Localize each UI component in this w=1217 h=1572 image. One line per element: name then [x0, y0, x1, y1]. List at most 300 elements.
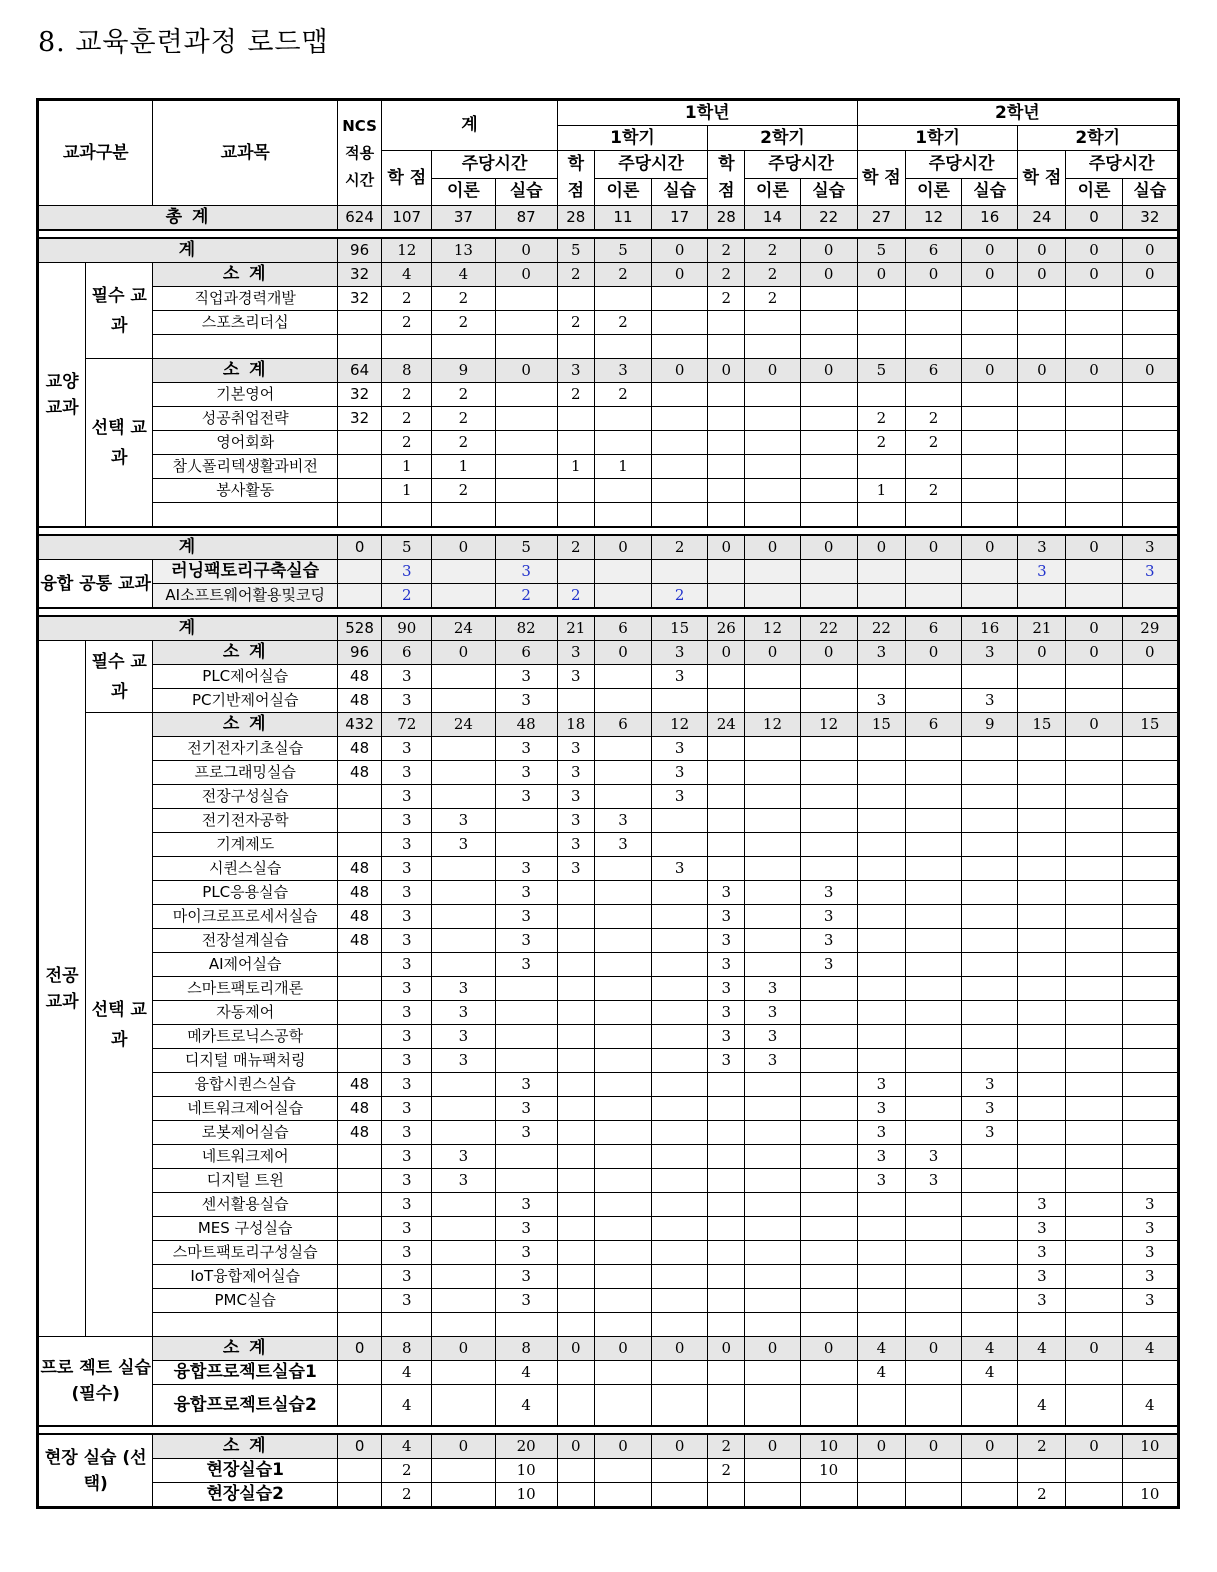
value-cell [745, 953, 800, 977]
value-cell: 6 [382, 641, 432, 665]
value-cell [857, 953, 905, 977]
value-cell [1018, 431, 1066, 455]
value-cell [652, 455, 708, 479]
ncs-hours-cell [338, 1025, 382, 1049]
value-cell [857, 881, 905, 905]
course-name: 자동제어 [153, 1001, 338, 1025]
value-cell: 0 [495, 238, 557, 263]
empty-cell [652, 503, 708, 528]
value-cell [1018, 311, 1066, 335]
course-name: PLC응용실습 [153, 881, 338, 905]
value-cell [745, 689, 800, 713]
value-cell [1018, 977, 1066, 1001]
course-name: 봉사활동 [153, 479, 338, 503]
value-cell: 0 [905, 263, 961, 287]
table-row [38, 1361, 1179, 1385]
value-cell [557, 689, 594, 713]
gap-cell [38, 1426, 1179, 1434]
value-cell [800, 1097, 857, 1121]
ncs-hours-cell [338, 1459, 382, 1483]
value-cell [1066, 905, 1122, 929]
table-row [38, 857, 1179, 881]
course-name: PC기반제어실습 [153, 689, 338, 713]
value-cell: 5 [495, 535, 557, 560]
value-cell [1122, 1073, 1178, 1097]
value-cell [708, 1193, 745, 1217]
table-row [38, 665, 1179, 689]
value-cell [857, 785, 905, 809]
value-cell: 3 [594, 833, 651, 857]
ncs-hours-cell: 624 [338, 206, 382, 231]
value-cell [800, 287, 857, 311]
value-cell: 3 [708, 977, 745, 1001]
value-cell [432, 689, 495, 713]
value-cell [708, 1241, 745, 1265]
value-cell: 0 [1018, 263, 1066, 287]
header-credit: 학 점 [382, 151, 432, 206]
value-cell [495, 977, 557, 1001]
value-cell [1018, 857, 1066, 881]
value-cell [857, 737, 905, 761]
value-cell [800, 689, 857, 713]
value-cell: 2 [557, 383, 594, 407]
value-cell: 2 [382, 383, 432, 407]
value-cell: 3 [495, 929, 557, 953]
value-cell: 3 [652, 665, 708, 689]
value-cell: 3 [382, 761, 432, 785]
header-practice: 실습 [800, 178, 857, 206]
value-cell [962, 1001, 1018, 1025]
value-cell: 3 [652, 641, 708, 665]
value-cell: 2 [708, 263, 745, 287]
value-cell: 2 [708, 1434, 745, 1459]
value-cell: 12 [800, 713, 857, 737]
value-cell [745, 1289, 800, 1313]
value-cell [905, 1483, 961, 1508]
value-cell: 2 [432, 311, 495, 335]
value-cell: 3 [495, 1289, 557, 1313]
ncs-hours-cell: 32 [338, 383, 382, 407]
value-cell [800, 1217, 857, 1241]
value-cell [432, 1483, 495, 1508]
value-cell [905, 977, 961, 1001]
empty-cell [495, 503, 557, 528]
value-cell: 0 [594, 641, 651, 665]
table-row [38, 1145, 1179, 1169]
value-cell: 4 [962, 1337, 1018, 1361]
empty-cell [745, 503, 800, 528]
table-row [38, 761, 1179, 785]
value-cell [1066, 1169, 1122, 1193]
value-cell: 4 [382, 1385, 432, 1427]
value-cell [800, 1073, 857, 1097]
empty-cell [1018, 1313, 1066, 1337]
value-cell [1122, 287, 1178, 311]
value-cell: 0 [594, 535, 651, 560]
value-cell: 3 [1122, 535, 1178, 560]
header-practice: 실습 [1122, 178, 1178, 206]
value-cell [857, 761, 905, 785]
ncs-hours-cell [338, 1241, 382, 1265]
value-cell [708, 1145, 745, 1169]
value-cell: 3 [382, 737, 432, 761]
value-cell: 0 [800, 359, 857, 383]
value-cell: 11 [594, 206, 651, 231]
value-cell: 3 [652, 857, 708, 881]
table-row [38, 1025, 1179, 1049]
value-cell [962, 761, 1018, 785]
value-cell [857, 833, 905, 857]
value-cell [652, 905, 708, 929]
value-cell: 0 [1066, 206, 1122, 231]
value-cell [857, 560, 905, 584]
empty-cell [708, 503, 745, 528]
value-cell: 8 [382, 359, 432, 383]
value-cell [594, 977, 651, 1001]
empty-cell [1122, 1313, 1178, 1337]
value-cell [708, 584, 745, 609]
value-cell: 3 [382, 1001, 432, 1025]
value-cell: 3 [382, 1169, 432, 1193]
course-name: 현장실습2 [153, 1483, 338, 1508]
value-cell: 3 [495, 905, 557, 929]
subcategory-elective: 선택 교과 [86, 359, 153, 528]
value-cell [857, 1217, 905, 1241]
value-cell [800, 1145, 857, 1169]
value-cell [1122, 857, 1178, 881]
value-cell: 13 [432, 238, 495, 263]
value-cell [1066, 1073, 1122, 1097]
value-cell: 0 [857, 263, 905, 287]
table-row [38, 1265, 1179, 1289]
value-cell [432, 929, 495, 953]
value-cell: 5 [857, 238, 905, 263]
value-cell [745, 1073, 800, 1097]
value-cell [745, 905, 800, 929]
empty-cell [962, 1313, 1018, 1337]
course-name: 로봇제어실습 [153, 1121, 338, 1145]
subcategory-required: 필수 교과 [86, 263, 153, 359]
value-cell: 8 [495, 1337, 557, 1361]
value-cell [594, 560, 651, 584]
value-cell: 3 [382, 1265, 432, 1289]
table-row [38, 584, 1179, 609]
value-cell: 3 [708, 1025, 745, 1049]
value-cell [432, 953, 495, 977]
value-cell: 3 [382, 881, 432, 905]
value-cell [432, 1073, 495, 1097]
value-cell [557, 1073, 594, 1097]
empty-cell [800, 503, 857, 528]
value-cell [905, 761, 961, 785]
value-cell: 0 [1122, 641, 1178, 665]
value-cell [557, 1361, 594, 1385]
value-cell [708, 1265, 745, 1289]
value-cell: 9 [432, 359, 495, 383]
value-cell [962, 1265, 1018, 1289]
course-name: 마이크로프로세서실습 [153, 905, 338, 929]
value-cell [1122, 929, 1178, 953]
value-cell [594, 1145, 651, 1169]
value-cell [1066, 809, 1122, 833]
ncs-hours-cell [338, 1385, 382, 1427]
value-cell: 4 [1122, 1385, 1178, 1427]
category-convergence: 융합 공통 교과 [38, 560, 153, 609]
value-cell [857, 287, 905, 311]
value-cell: 9 [962, 713, 1018, 737]
value-cell [857, 1049, 905, 1073]
value-cell [962, 1193, 1018, 1217]
value-cell: 6 [905, 616, 961, 641]
value-cell [652, 560, 708, 584]
empty-cell [1018, 503, 1066, 528]
table-row [38, 809, 1179, 833]
value-cell [1122, 1097, 1178, 1121]
header-credit: 학 점 [857, 151, 905, 206]
value-cell: 3 [495, 761, 557, 785]
value-cell: 0 [800, 535, 857, 560]
course-name: 네트워크제어 [153, 1145, 338, 1169]
value-cell [432, 1361, 495, 1385]
header-practice: 실습 [652, 178, 708, 206]
value-cell: 3 [708, 953, 745, 977]
value-cell [1066, 1193, 1122, 1217]
value-cell [1066, 1459, 1122, 1483]
row-label: 계 [38, 616, 338, 641]
value-cell [708, 311, 745, 335]
empty-row [38, 1313, 1179, 1337]
value-cell [594, 881, 651, 905]
value-cell [708, 737, 745, 761]
value-cell: 2 [382, 584, 432, 609]
empty-cell [857, 1313, 905, 1337]
value-cell [905, 737, 961, 761]
value-cell: 0 [745, 1434, 800, 1459]
value-cell: 3 [708, 881, 745, 905]
ncs-hours-cell [338, 584, 382, 609]
value-cell [962, 584, 1018, 609]
value-cell [800, 785, 857, 809]
value-cell [800, 1265, 857, 1289]
value-cell: 3 [382, 1121, 432, 1145]
value-cell [800, 1385, 857, 1427]
value-cell: 0 [857, 535, 905, 560]
course-name: 기계제도 [153, 833, 338, 857]
value-cell: 82 [495, 616, 557, 641]
value-cell: 3 [857, 1097, 905, 1121]
value-cell [594, 479, 651, 503]
value-cell [857, 1459, 905, 1483]
value-cell: 2 [745, 287, 800, 311]
value-cell: 0 [1018, 238, 1066, 263]
value-cell [905, 584, 961, 609]
value-cell [905, 1121, 961, 1145]
value-cell: 0 [557, 1434, 594, 1459]
value-cell [652, 1289, 708, 1313]
row-label: 소 계 [153, 1337, 338, 1361]
value-cell [857, 809, 905, 833]
value-cell: 2 [432, 383, 495, 407]
value-cell: 3 [382, 929, 432, 953]
value-cell [800, 977, 857, 1001]
value-cell: 10 [800, 1459, 857, 1483]
value-cell [745, 431, 800, 455]
value-cell: 24 [708, 713, 745, 737]
value-cell: 5 [382, 535, 432, 560]
value-cell [652, 407, 708, 431]
row-label: 소 계 [153, 359, 338, 383]
ncs-hours-cell [338, 1483, 382, 1508]
value-cell [1018, 929, 1066, 953]
value-cell: 3 [857, 1145, 905, 1169]
empty-cell [432, 1313, 495, 1337]
value-cell [905, 1097, 961, 1121]
value-cell [708, 761, 745, 785]
value-cell [432, 560, 495, 584]
empty-cell [153, 335, 338, 359]
value-cell: 0 [708, 1337, 745, 1361]
empty-cell [800, 1313, 857, 1337]
value-cell: 3 [382, 833, 432, 857]
row-label: 소 계 [153, 641, 338, 665]
empty-cell [594, 503, 651, 528]
value-cell [905, 1001, 961, 1025]
value-cell: 3 [905, 1169, 961, 1193]
value-cell: 16 [962, 616, 1018, 641]
value-cell [962, 383, 1018, 407]
value-cell: 3 [708, 1049, 745, 1073]
value-cell [652, 1193, 708, 1217]
value-cell: 0 [745, 359, 800, 383]
value-cell: 0 [557, 1337, 594, 1361]
value-cell [800, 1289, 857, 1313]
value-cell: 0 [708, 359, 745, 383]
value-cell [1066, 311, 1122, 335]
value-cell [594, 1049, 651, 1073]
header-credit: 학 점 [708, 151, 745, 206]
value-cell: 4 [1018, 1337, 1066, 1361]
value-cell [1066, 929, 1122, 953]
value-cell [745, 809, 800, 833]
value-cell [1122, 1025, 1178, 1049]
value-cell: 90 [382, 616, 432, 641]
value-cell: 3 [557, 359, 594, 383]
value-cell [905, 953, 961, 977]
value-cell [1018, 809, 1066, 833]
value-cell: 4 [382, 1361, 432, 1385]
value-cell [1018, 953, 1066, 977]
empty-cell [652, 1313, 708, 1337]
value-cell [905, 665, 961, 689]
value-cell [594, 689, 651, 713]
value-cell [652, 311, 708, 335]
value-cell [708, 689, 745, 713]
header-theory: 이론 [745, 178, 800, 206]
empty-row [38, 335, 1179, 359]
value-cell: 3 [557, 761, 594, 785]
value-cell [594, 1001, 651, 1025]
value-cell [432, 1193, 495, 1217]
value-cell: 6 [594, 616, 651, 641]
value-cell [1122, 1169, 1178, 1193]
value-cell [905, 1385, 961, 1427]
value-cell [800, 1121, 857, 1145]
value-cell [1066, 1483, 1122, 1508]
value-cell [652, 1001, 708, 1025]
value-cell [557, 1385, 594, 1427]
value-cell [1018, 737, 1066, 761]
value-cell: 0 [962, 238, 1018, 263]
value-cell [857, 455, 905, 479]
value-cell: 2 [857, 431, 905, 455]
value-cell [594, 1025, 651, 1049]
empty-cell [153, 1313, 338, 1337]
value-cell [1122, 665, 1178, 689]
value-cell [594, 1169, 651, 1193]
value-cell: 0 [652, 359, 708, 383]
liberal-total-row [38, 238, 1179, 263]
value-cell [1066, 584, 1122, 609]
empty-cell [962, 335, 1018, 359]
value-cell: 0 [432, 1434, 495, 1459]
value-cell: 3 [962, 1121, 1018, 1145]
value-cell [745, 560, 800, 584]
value-cell [652, 1097, 708, 1121]
value-cell [1122, 881, 1178, 905]
value-cell [1066, 665, 1122, 689]
value-cell [962, 857, 1018, 881]
header-y1-sem2: 2학기 [708, 126, 858, 151]
value-cell: 2 [557, 584, 594, 609]
value-cell [745, 407, 800, 431]
value-cell: 3 [708, 1001, 745, 1025]
ncs-hours-cell: 0 [338, 1337, 382, 1361]
value-cell: 3 [495, 1265, 557, 1289]
value-cell [652, 1049, 708, 1073]
value-cell: 3 [1122, 1289, 1178, 1313]
value-cell: 3 [432, 1169, 495, 1193]
value-cell: 3 [905, 1145, 961, 1169]
header-y1-sem1: 1학기 [557, 126, 708, 151]
value-cell [1066, 1385, 1122, 1427]
value-cell: 16 [962, 206, 1018, 231]
value-cell [800, 1483, 857, 1508]
value-cell [652, 1459, 708, 1483]
value-cell [962, 1289, 1018, 1313]
value-cell [800, 407, 857, 431]
course-name: 디지털 매뉴팩처링 [153, 1049, 338, 1073]
section-gap [38, 608, 1179, 616]
value-cell: 4 [857, 1337, 905, 1361]
value-cell [557, 1121, 594, 1145]
empty-cell [382, 1313, 432, 1337]
course-name: PMC실습 [153, 1289, 338, 1313]
row-label: 소 계 [153, 1434, 338, 1459]
value-cell: 22 [857, 616, 905, 641]
value-cell [857, 1025, 905, 1049]
course-name: 스포츠리더십 [153, 311, 338, 335]
subtotal-row [38, 1434, 1179, 1459]
course-name: 러닝팩토리구축실습 [153, 560, 338, 584]
value-cell [1066, 1289, 1122, 1313]
table-row [38, 1073, 1179, 1097]
value-cell: 3 [557, 785, 594, 809]
value-cell: 0 [1066, 1434, 1122, 1459]
value-cell [1018, 479, 1066, 503]
value-cell [652, 1361, 708, 1385]
value-cell [495, 287, 557, 311]
table-row [38, 1169, 1179, 1193]
